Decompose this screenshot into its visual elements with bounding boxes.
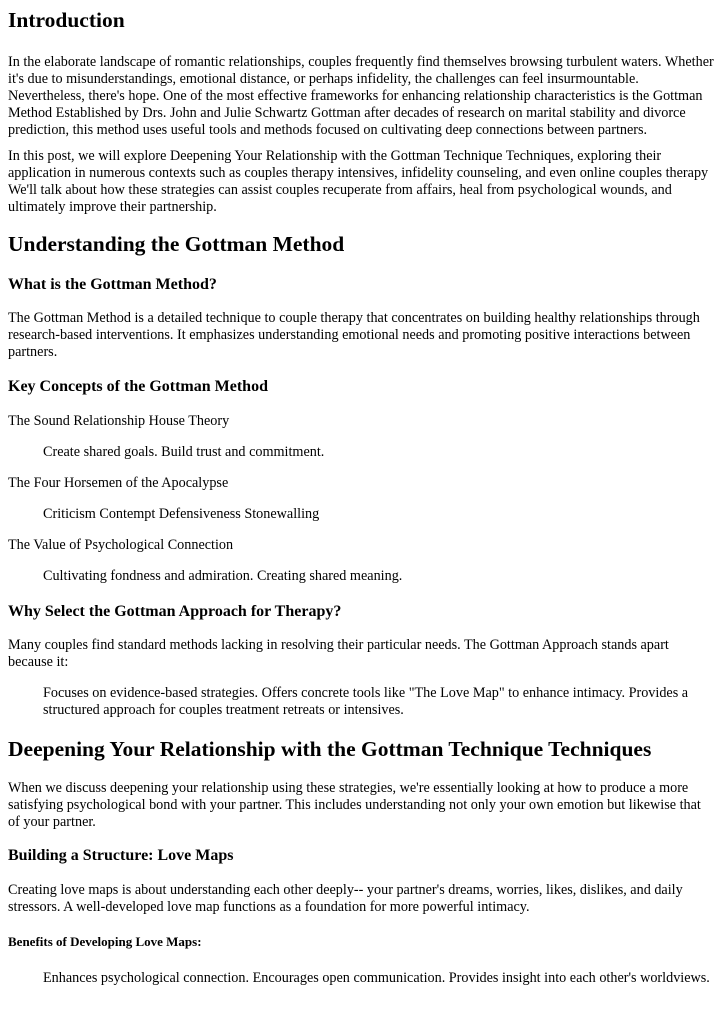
concept-sound-relationship-house-detail: Create shared goals. Build trust and commitment. [43,444,325,460]
heading-love-maps: Building a Structure: Love Maps [8,847,234,864]
heading-what-is-gottman: What is the Gottman Method? [8,276,217,293]
heading-key-concepts: Key Concepts of the Gottman Method [8,378,268,395]
heading-understanding-gottman: Understanding the Gottman Method [8,232,345,256]
benefits-detail: Enhances psychological connection. Encourages open communication. Provides insight into each other's worldviews. [43,970,710,986]
concept-four-horsemen-detail: Criticism Contempt Defensiveness Stonewalling [43,506,320,522]
heading-benefits-love-maps: Benefits of Developing Love Maps: [8,934,202,949]
concept-sound-relationship-house: The Sound Relationship House Theory [8,413,230,429]
heading-introduction: Introduction [8,8,125,32]
intro-paragraph-1: In the elaborate landscape of romantic relationships, couples frequently find themselves browsing turbulent waters. Whether it's due to misunderstandings, emotional distance, or perhaps infidelity, the challenges can feel insurmountable. Nevertheless, there's hope. One of the most effective frameworks for enhancing relationship characteristics is the Gottman Method Established by Drs. John and Julie Schwartz Gottman after decades of research on marital stability and divorce prediction, this method uses useful tools and methods focused on cultivating deep connections between partners. [8,54,714,138]
heading-deepening-relationship: Deepening Your Relationship with the Gottman Technique Techniques [8,737,652,761]
love-maps-paragraph: Creating love maps is about understanding each other deeply-- your partner's dreams, worries, likes, dislikes, and daily stressors. A well-developed love map functions as a foundation for more powerful intimacy. [8,882,683,915]
what-paragraph: The Gottman Method is a detailed technique to couple therapy that concentrates on building healthy relationships through research-based interventions. It emphasizes understanding emotional needs and promoting positive interactions between partners. [8,310,700,360]
concept-psychological-connection-detail: Cultivating fondness and admiration. Creating shared meaning. [43,568,403,584]
intro-paragraph-2: In this post, we will explore Deepening Your Relationship with the Gottman Technique Techniques, exploring their application in numerous contexts such as couples therapy intensives, infidelity counseling, and even online couples therapy We'll talk about how these strategies can assist couples recuperate from affairs, heal from psychological wounds, and ultimately improve their partnership. [8,148,709,215]
deepening-paragraph: When we discuss deepening your relationship using these strategies, we're essentially looking at how to produce a more satisfying psychological bond with your partner. This includes understanding not only your own emotion but likewise that of your partner. [8,780,701,830]
heading-why-select-gottman: Why Select the Gottman Approach for Therapy? [8,603,342,620]
why-paragraph: Many couples find standard methods lacking in resolving their particular needs. The Gottman Approach stands apart because it: [8,637,669,670]
concept-psychological-connection: The Value of Psychological Connection [8,537,234,553]
why-detail: Focuses on evidence-based strategies. Offers concrete tools like "The Love Map" to enhance intimacy. Provides a structured approach for couples treatment retreats or intensives. [43,685,689,718]
concept-four-horsemen: The Four Horsemen of the Apocalypse [8,475,229,491]
